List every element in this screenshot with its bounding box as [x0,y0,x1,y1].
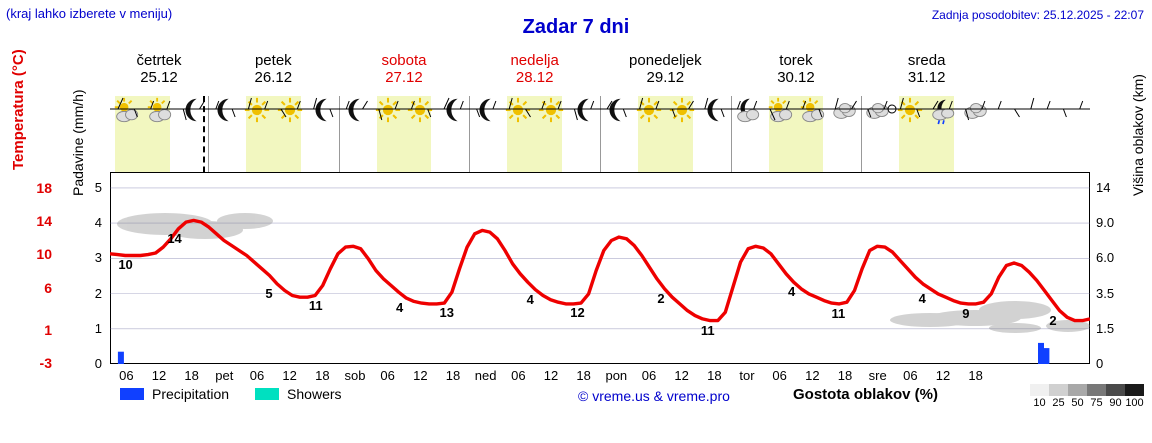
day-header [208,52,339,86]
day-date: 25.12 [140,69,178,86]
x-tick-label: 18 [837,368,853,383]
series-legend [120,386,342,402]
cloud-height-tick: 14 [1096,179,1111,195]
precipitation-legend-label: Precipitation [152,386,230,402]
x-tick-label: 18 [184,368,199,383]
temperature-axis-title: Temperatura (°C) [10,49,27,170]
x-tick-label: 12 [805,368,820,383]
x-tick-label: 12 [151,368,167,383]
page-title: Zadar 7 dni [522,16,630,38]
x-tick-label: 06 [119,368,134,383]
temperature-tick: 14 [36,213,52,230]
day-name: sobota [381,52,427,69]
temperature-label: 2 [657,290,665,306]
temperature-tick: 1 [44,321,52,338]
temperature-label: 4 [526,291,534,307]
showers-swatch [255,388,279,400]
day-name: torek [779,52,813,69]
x-tick-label: 06 [641,368,657,383]
x-tick-label: 06 [511,368,526,383]
day-date: 31.12 [907,69,946,86]
x-tick-label: 12 [413,368,428,383]
day-date: 29.12 [646,69,685,86]
temperature-label: 2 [1049,312,1057,328]
x-tick-label: 12 [543,368,559,383]
temperature-label: 11 [831,305,846,321]
day-date: 28.12 [515,69,554,86]
cloud-density-swatch [1106,384,1125,396]
x-tick-label: sob [344,368,366,383]
x-tick-label: 18 [576,368,591,383]
day-date: 26.12 [254,69,293,86]
precipitation-tick: 0 [94,356,102,371]
day-header [110,52,208,86]
temperature-label: 4 [396,300,404,316]
x-tick-label: 06 [249,368,265,383]
cloud-density-swatch [1125,384,1144,396]
day-header [600,52,731,86]
day-header [731,52,862,86]
day-header [339,52,470,86]
day-date: 27.12 [385,69,423,86]
x-tick-label: pet [215,368,234,383]
credit-link[interactable]: © vreme.us & vreme.pro [578,388,730,404]
day-name: četrtek [136,52,182,69]
temperature-label: 11 [308,297,323,313]
cloud-density-scale [1030,384,1144,409]
cloud-height-tick: 3.5 [1096,285,1115,301]
precipitation-swatch [120,388,144,400]
cloud-density-value: 50 [1071,397,1084,409]
x-tick-label: 12 [282,368,297,383]
temperature-label: 4 [918,290,926,306]
temperature-label: 14 [167,230,182,246]
cloud-density-swatch [1068,384,1087,396]
day-name: petek [254,52,292,69]
temperature-label: 9 [962,305,970,321]
x-tick-label: 12 [674,368,689,383]
cloud-density-swatch [1087,384,1106,396]
x-tick-label: 18 [968,368,983,383]
cloud-density-value: 25 [1052,397,1065,409]
showers-legend-label: Showers [287,386,342,402]
temperature-tick: 10 [36,246,52,263]
temperature-label: 10 [118,257,133,273]
day-date: 30.12 [777,69,815,86]
cloud-height-tick: 9.0 [1096,215,1115,231]
cloud-density-title: Gostota oblakov (%) [792,386,938,403]
temperature-tick: 18 [36,179,52,196]
x-tick-label: 12 [935,368,951,383]
x-tick-label: 18 [707,368,722,383]
location-menu-note[interactable]: (kraj lahko izberete v meniju) [6,6,173,21]
day-name: sreda [907,52,946,69]
temperature-tick: -3 [39,355,52,371]
temperature-label: 5 [265,285,273,301]
temperature-label: 4 [788,284,796,300]
x-tick-label: pon [605,368,628,383]
precipitation-tick: 4 [94,215,102,231]
x-tick-label: 06 [903,368,918,383]
last-update: Zadnja posodobitev: 25.12.2025 - 22:07 [931,8,1144,22]
forecast-plot [110,52,1090,383]
day-name: ponedeljek [629,52,702,69]
cloud-height-tick: 6.0 [1096,250,1115,266]
chart-svg [110,96,1090,364]
x-tick-label: ned [474,368,497,383]
temperature-label: 12 [570,305,585,321]
x-tick-label: tor [739,368,755,383]
precipitation-axis-title: Padavine (mm/h) [70,89,86,196]
x-tick-label: sre [868,368,887,383]
temperature-label: 13 [439,305,455,321]
temperature-tick: 6 [44,279,52,296]
x-tick-label: 18 [445,368,461,383]
cloud-density-swatch [1030,384,1049,396]
day-name: nedelja [510,52,559,69]
day-header [861,52,992,86]
precipitation-tick: 1 [94,320,102,336]
cloud-density-swatch [1049,384,1068,396]
precipitation-tick: 2 [94,285,102,301]
precipitation-tick: 3 [94,250,102,266]
cloud-height-tick: 1.5 [1096,320,1115,336]
precipitation-tick: 5 [94,179,102,195]
x-tick-label: 06 [772,368,787,383]
x-tick-label: 18 [315,368,330,383]
temperature-label: 11 [700,322,715,338]
cloud-density-value: 10 [1033,397,1046,409]
cloud-density-value: 75 [1090,397,1103,409]
cloud-density-value: 90 [1109,397,1122,409]
cloud-height-tick: 0 [1096,356,1104,371]
x-tick-label: 06 [380,368,395,383]
cloud-height-axis-title: Višina oblakov (km) [1130,74,1146,196]
cloud-density-value: 100 [1125,397,1144,409]
day-header [469,52,600,86]
